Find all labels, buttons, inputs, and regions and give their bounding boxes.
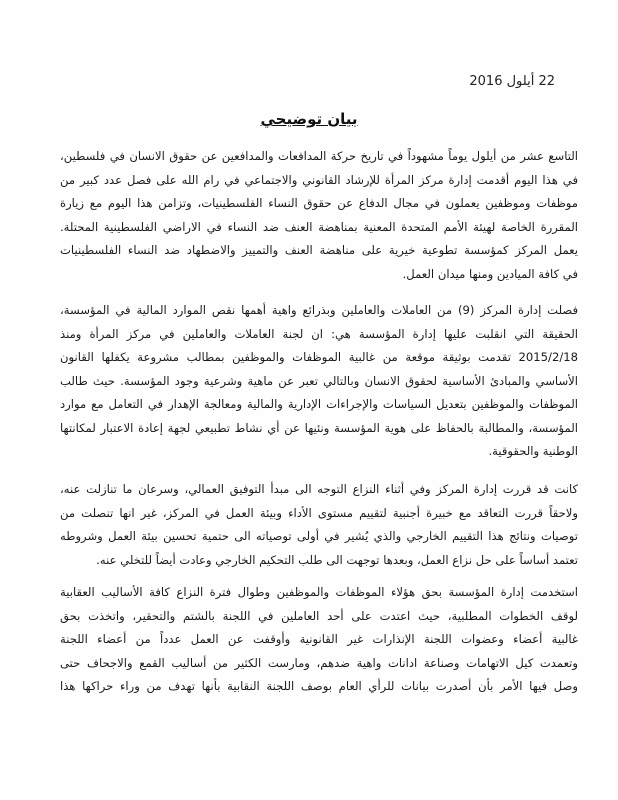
text-line: تعتمد أساساً على حل نزاع العمل، وبعدها توجهت الى طلب التحكيم الخارجي وعادت أيضاً للتخلي عنه. (96, 552, 578, 567)
document-date: 22 أيلول 2016 (469, 74, 555, 89)
text-line: وتعمدت كيل الاتهامات وصناعة ادانات واهية ضدهم، ومارست الكثير من أساليب القمع والاجحاف حتى (60, 655, 578, 670)
text-line: غالبية أعضاء وعضوات اللجنة الإنذارات غير القانونية وأوقفت عن العمل عدداً من أعضاء اللجنة (60, 632, 578, 646)
text-line: الوطنية والحقوقية. (488, 444, 578, 458)
text-line: الحقيقة التي انقلبت عليها إدارة المؤسسة هي: ان لجنة العاملات والعاملين في مركز المرأة ومنذ (60, 326, 578, 341)
text-line: الموظفات والموظفين بتعديل السياسات والإجراءات الإدارية والمالية ومعالجة الإهدار في التعامل مع موارد (60, 397, 578, 411)
text-line: المقررة الخاصة لهيئة الأمم المتحدة المعنية بمناهضة العنف ضد النساء في الاراضي الفلسطينية المحتلة. (60, 219, 578, 234)
text-line: التاسع عشر من أيلول يوماً مشهوداً في تاريخ حركة المدافعات والمدافعين عن حقوق الانسان في فلسطين، (60, 149, 578, 163)
text-line: في كافة الميادين ومنها ميدان العمل. (402, 266, 578, 281)
text-line: الأساسي والمبادئ الأساسية لحقوق الانسان وبالتالي تعبر عن ماهية وشرعية وجود المؤسسة. حيث طالب (60, 373, 578, 388)
paragraph-3 (60, 478, 578, 572)
document-title: بيان توضيحي (260, 110, 358, 128)
text-line: المؤسسة، والمطالبة بالحفاظ على هوية المؤسسة ونئيها عن أي نشاط تطبيعي لجهة إعادة الاعتبار لمكانتها (60, 420, 578, 435)
text-line: موظفات وموظفين يعملون في مجال الدفاع عن حقوق النساء الفلسطينيات، وتزامن هذا اليوم مع زيارة (60, 196, 578, 210)
paragraph-4 (60, 581, 578, 699)
text-line: لوقف الخطوات المطلبية، حيث اعتدت على أحد العاملين في اللجنة بالشتم والتحقير، واتخذت بحق (60, 608, 578, 623)
text-line: وصل فيها الأمر بأن أصدرت بيانات للرأي العام بوصف اللجنة النقابية بأنها تهدف من وراء حراكها هذا (60, 679, 578, 693)
text-line: 2015/2/18 تقدمت بوثيقة موقعة من غالبية الموظفات والموظفين بمطالب مشروعة يكفلها القانون (60, 350, 578, 364)
paragraph-2 (60, 299, 578, 464)
text-line: كانت قد قررت إدارة المركز وفي أثناء النزاع التوجه الى مبدأ التوفيق العمالي، وسرعان ما تنازلت عنه، (60, 482, 578, 496)
text-line: يعمل المركز كمؤسسة تطوعية خيرية على مناهضة العنف والتمييز والاضطهاد ضد النساء الفلسطينيات (60, 243, 578, 257)
text-line: توصيات ونتائج هذا التقييم الخارجي والذي يُشير في أولى توصياته الى حتمية تحسين بيئة العمل وشروطه (60, 529, 578, 543)
text-line: ولاحقاً قررت التعاقد مع خبيرة أجنبية لتقييم مستوى الأداء وبيئة العمل في المركز، غير انها تنصلت من (60, 505, 578, 520)
paragraph-1 (60, 145, 578, 286)
text-line: فصلت إدارة المركز (9) من العاملات والعاملين وبذرائع واهية أهمها نقص الموارد المالية في المؤسسة، (60, 303, 578, 317)
text-line: استخدمت إدارة المؤسسة بحق هؤلاء الموظفات والموظفين وطوال فترة النزاع كافة الأساليب العقابية (60, 585, 578, 599)
text-line: في هذا اليوم أقدمت إدارة مركز المرأة للإرشاد القانوني والاجتماعي في رام الله على فصل عدد كبير من (60, 172, 578, 187)
